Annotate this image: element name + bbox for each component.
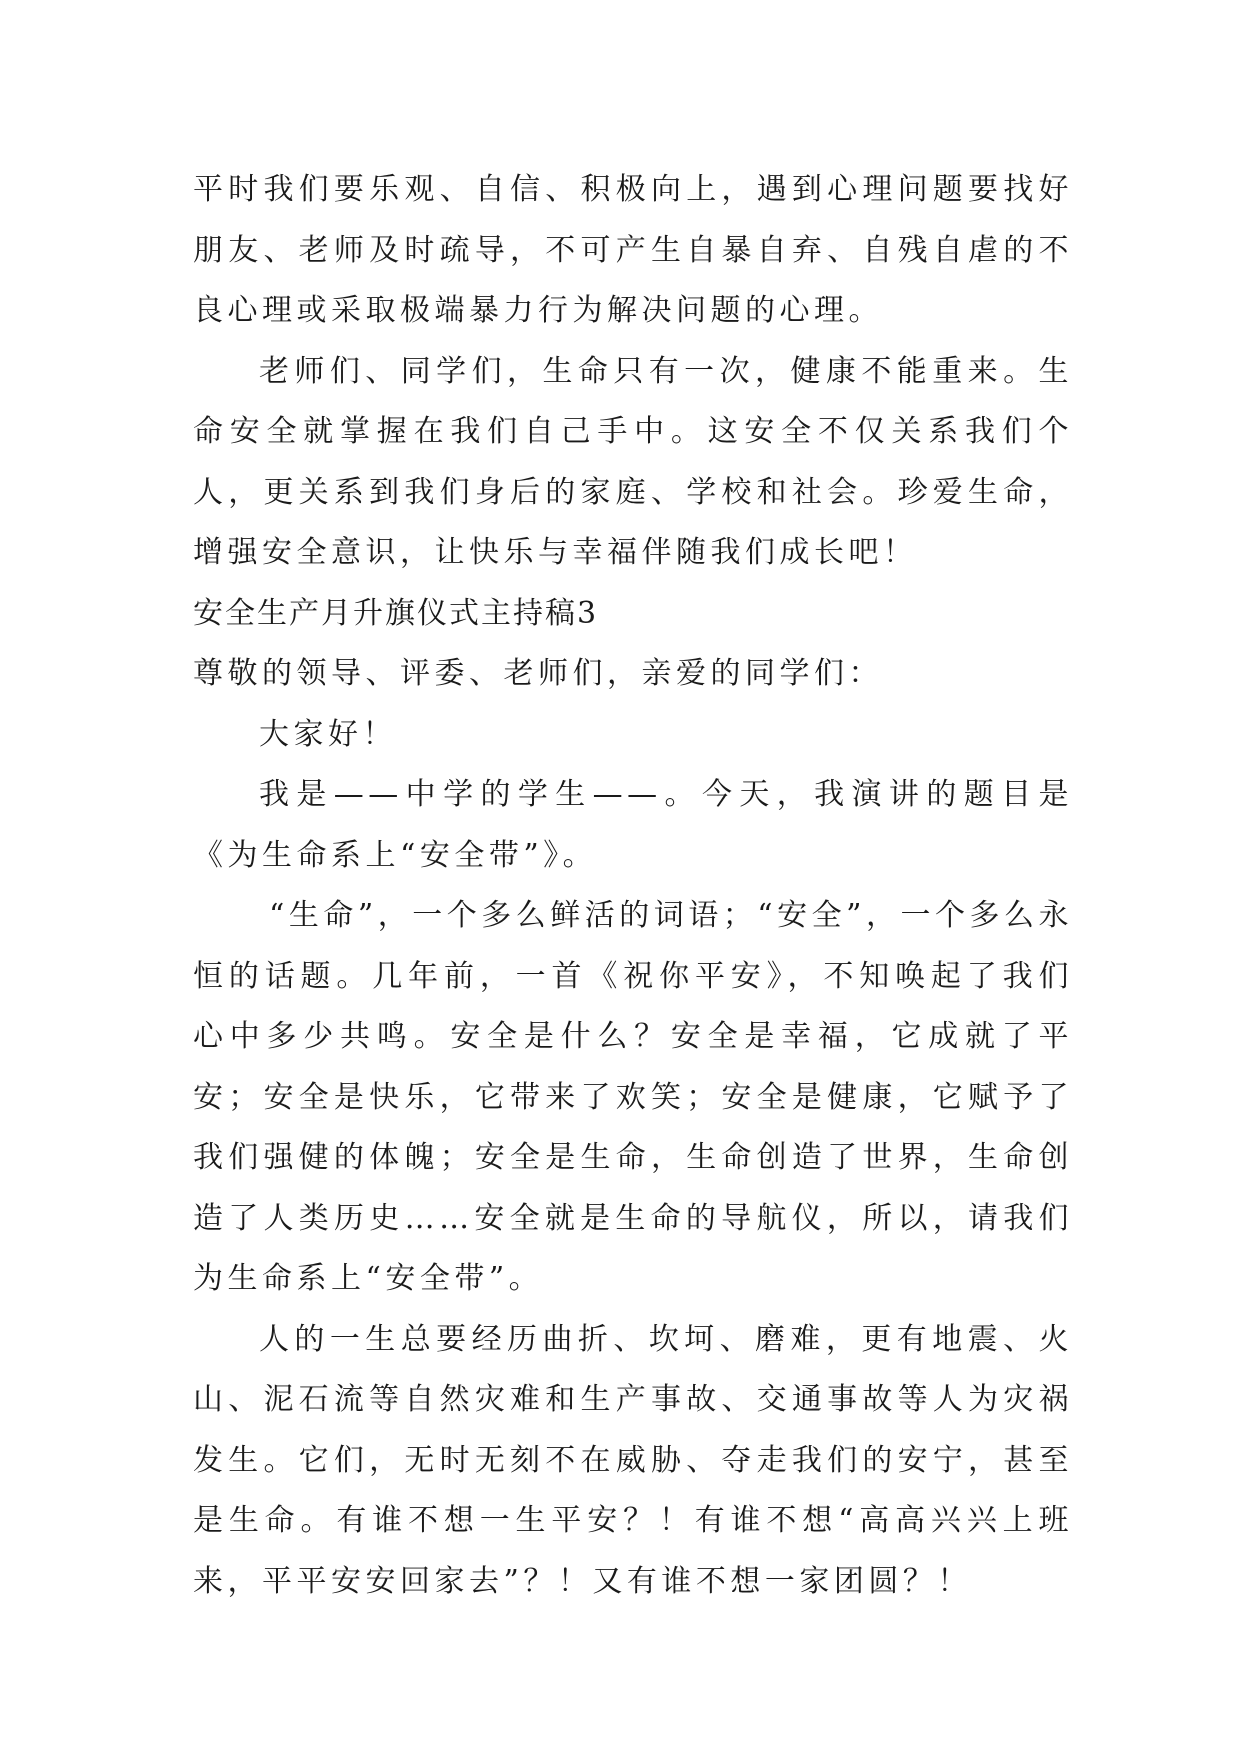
paragraph-psychology: 平时我们要乐观、自信、积极向上，遇到心理问题要找好朋友、老师及时疏导，不可产生自暴自弃、自残自虐的不良心理或采取极端暴力行为解决问题的心理。 [193,172,1073,328]
paragraph-introduction: 我是——中学的学生——。今天，我演讲的题目是《为生命系上“安全带”》。 [193,777,1073,873]
salutation: 尊敬的领导、评委、老师们，亲爱的同学们： [193,656,883,691]
paragraph-hardships: 人的一生总要经历曲折、坎坷、磨难，更有地震、火山、泥石流等自然灾难和生产事故、交通事故等人为灾祸发生。它们，无时无刻不在威胁、夺走我们的安宁，甚至是生命。有谁不想一生平安？！有谁不想“高高兴兴上班来，平平安安回家去”？！又有谁不想一家团圆？！ [193,1321,1073,1599]
greeting: 大家好！ [259,716,397,752]
document-page [193,160,1073,1612]
paragraph-cherish-life: 老师们、同学们，生命只有一次，健康不能重来。生命安全就掌握在我们自己手中。这安全不仅关系我们个人，更关系到我们身后的家庭、学校和社会。珍爱生命，增强安全意识，让快乐与幸福伴随我们成长吧！ [193,353,1073,570]
paragraph-life-and-safety: “生命”，一个多么鲜活的词语；“安全”，一个多么永恒的话题。几年前，一首《祝你平安》，不知唤起了我们心中多少共鸣。安全是什么？安全是幸福，它成就了平安；安全是快乐，它带来了欢笑；安全是健康，它赋予了我们强健的体魄；安全是生命，生命创造了世界，生命创造了人类历史……安全就是生命的导航仪，所以，请我们为生命系上“安全带”。 [193,898,1073,1296]
section-title: 安全生产月升旗仪式主持稿3 [193,595,599,631]
